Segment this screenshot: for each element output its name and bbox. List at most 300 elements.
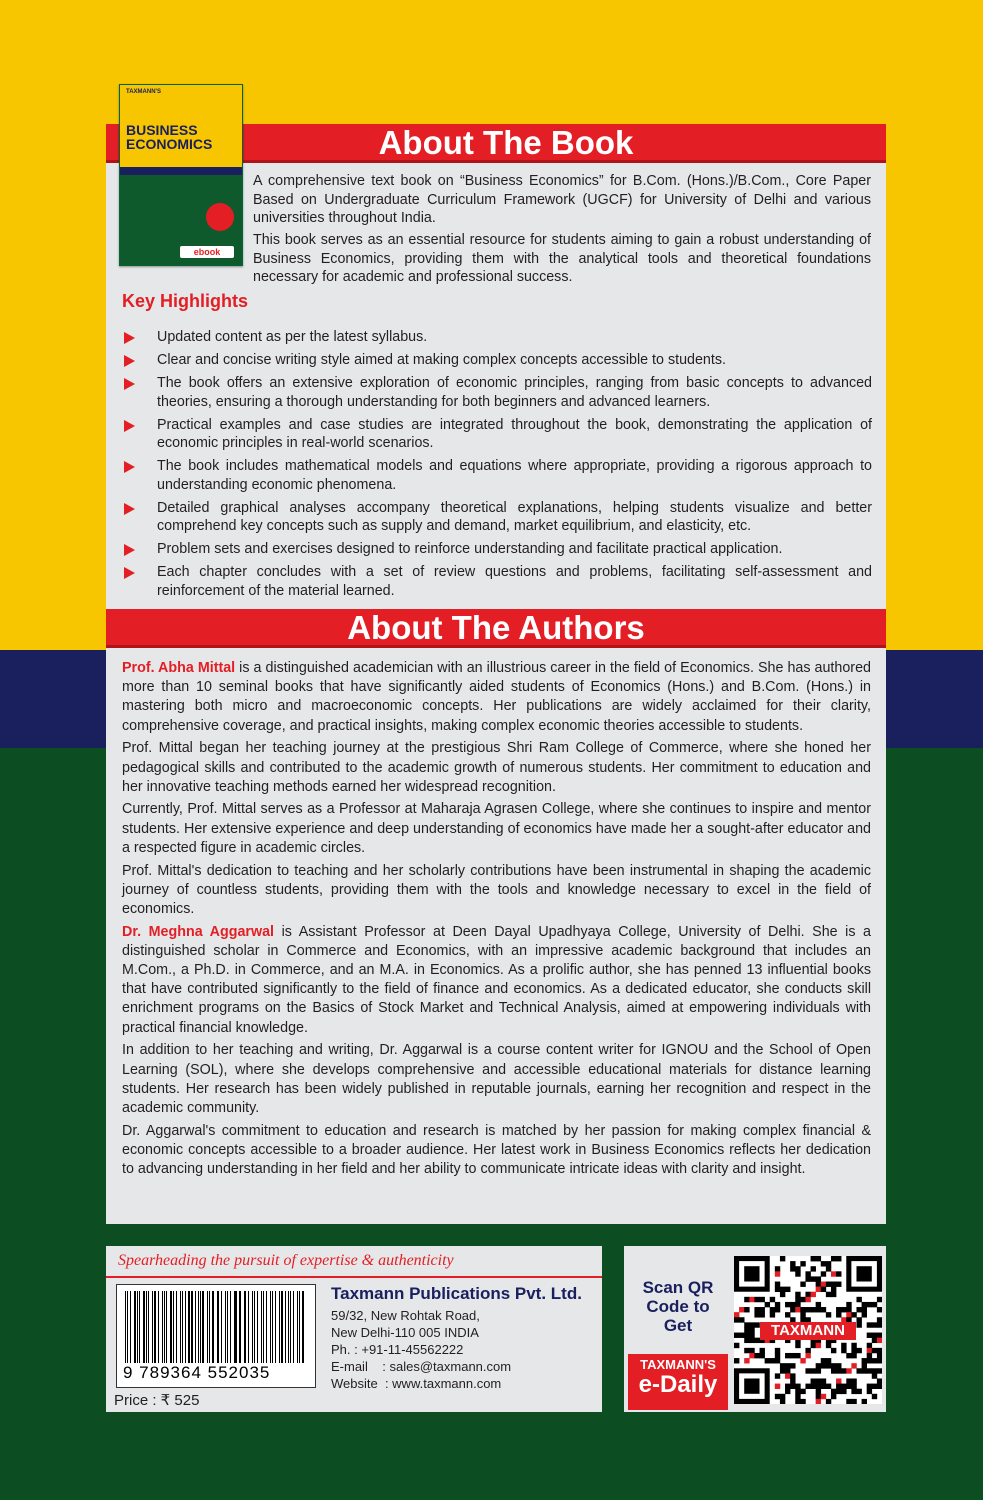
- qr-module: [816, 1363, 821, 1368]
- qr-module: [805, 1292, 810, 1297]
- barcode-bar: [217, 1291, 218, 1363]
- qr-module: [790, 1384, 795, 1389]
- list-item: Practical examples and case studies are integrated throughout the book, demonstrating the application of economic principles in real-world scenarios.: [122, 416, 872, 453]
- barcode-bar: [173, 1291, 174, 1363]
- qr-module: [836, 1282, 841, 1287]
- qr-module: [765, 1358, 770, 1363]
- barcode-bar: [248, 1291, 249, 1363]
- barcode-bar: [182, 1291, 183, 1363]
- qr-module: [872, 1333, 877, 1338]
- about-book-paragraph-1: A comprehensive text book on “Business Economics” for B.Com. (Hons.)/B.Com., Core Paper Based on Undergraduate Curriculum Framework (UGCF) for University of Delhi and various universities throughout India.: [253, 173, 871, 226]
- qr-module: [744, 1307, 749, 1312]
- qr-module: [744, 1333, 749, 1338]
- barcode-bar: [188, 1291, 189, 1363]
- qr-module: [862, 1302, 867, 1307]
- qr-module: [754, 1322, 759, 1327]
- qr-code-icon[interactable]: [734, 1256, 882, 1404]
- qr-module: [760, 1353, 765, 1358]
- qr-module: [790, 1302, 795, 1307]
- cover-brand: TAXMANN'S: [126, 89, 161, 95]
- qr-module: [805, 1368, 810, 1373]
- qr-module: [856, 1297, 861, 1302]
- bullet-triangle-icon: [124, 355, 135, 367]
- qr-module: [872, 1373, 877, 1378]
- qr-module: [826, 1266, 831, 1271]
- book-cover-thumbnail: [119, 84, 243, 266]
- barcode-bar: [143, 1291, 144, 1363]
- qr-module: [744, 1297, 749, 1302]
- qr-module: [775, 1282, 780, 1287]
- qr-module: [851, 1363, 856, 1368]
- qr-finder: [744, 1378, 759, 1393]
- isbn-barcode: [116, 1284, 316, 1388]
- barcode-bar: [235, 1291, 237, 1363]
- qr-module: [816, 1282, 821, 1287]
- qr-module: [846, 1307, 851, 1312]
- qr-module: [877, 1317, 882, 1322]
- qr-module: [749, 1348, 754, 1353]
- bullet-triangle-icon: [124, 420, 135, 432]
- barcode-bar: [212, 1291, 214, 1363]
- barcode-bar: [244, 1291, 245, 1363]
- qr-module: [877, 1297, 882, 1302]
- qr-module: [790, 1353, 795, 1358]
- qr-module: [744, 1348, 749, 1353]
- barcode-bar: [275, 1291, 276, 1363]
- publisher-address: 59/32, New Rohtak Road, New Delhi-110 005 INDIA Ph. : +91-11-45562222 E-mail : sales@taxmann.com Website : www.taxmann.com: [331, 1308, 512, 1391]
- qr-module: [831, 1363, 836, 1368]
- qr-module: [867, 1368, 872, 1373]
- barcode-bar: [261, 1291, 262, 1363]
- qr-module: [795, 1266, 800, 1271]
- qr-module: [805, 1271, 810, 1276]
- qr-module: [805, 1297, 810, 1302]
- list-item: Detailed graphical analyses accompany theoretical explanations, helping students visualize and better comprehend key concepts such as supply and demand, market equilibrium, and elasticity, etc.: [122, 499, 872, 536]
- barcode-bar: [227, 1291, 228, 1363]
- qr-module: [831, 1292, 836, 1297]
- barcode-bar: [200, 1291, 201, 1363]
- author1-paragraph-1: Prof. Abha Mittal is a distinguished academician with an illustrious career in the field of Economics. She has authored more than 10 seminal books that have significantly aided students of Economics (Hons.) and B.Com. (Hons.) in mastering both micro and macroeconomic concepts. Her publications are widely acclaimed for their clarity, comprehensive coverage, and practical insights, making complex economic theories accessible to students.: [122, 660, 871, 734]
- cover-title: BUSINESS ECONOMICS: [126, 122, 213, 152]
- qr-module: [775, 1307, 780, 1312]
- list-item: Clear and concise writing style aimed at making complex concepts accessible to students.: [122, 351, 872, 370]
- qr-module: [816, 1276, 821, 1281]
- qr-module: [770, 1358, 775, 1363]
- qr-module: [734, 1317, 739, 1322]
- barcode-bar: [225, 1291, 226, 1363]
- qr-module: [816, 1307, 821, 1312]
- qr-module: [739, 1307, 744, 1312]
- key-highlights-list: [122, 328, 872, 605]
- qr-module: [790, 1307, 795, 1312]
- qr-module: [754, 1307, 759, 1312]
- price-label: Price : ₹ 525: [114, 1392, 200, 1409]
- qr-module: [775, 1287, 780, 1292]
- qr-module: [826, 1282, 831, 1287]
- qr-module: [836, 1378, 841, 1383]
- qr-module: [780, 1394, 785, 1399]
- qr-module: [877, 1353, 882, 1358]
- qr-module: [821, 1394, 826, 1399]
- qr-module: [790, 1266, 795, 1271]
- qr-module: [760, 1297, 765, 1302]
- barcode-bar: [293, 1291, 294, 1363]
- barcode-bar: [234, 1291, 235, 1363]
- qr-module: [872, 1358, 877, 1363]
- qr-module: [856, 1322, 861, 1327]
- qr-module: [744, 1358, 749, 1363]
- key-highlights-heading: Key Highlights: [122, 291, 249, 311]
- qr-module: [754, 1312, 759, 1317]
- qr-module: [877, 1307, 882, 1312]
- qr-module: [811, 1307, 816, 1312]
- barcode-bar: [176, 1291, 177, 1363]
- barcode-bar: [130, 1291, 131, 1363]
- qr-module: [760, 1307, 765, 1312]
- qr-module: [744, 1338, 749, 1343]
- qr-module: [872, 1394, 877, 1399]
- qr-module: [816, 1343, 821, 1348]
- qr-module: [826, 1261, 831, 1266]
- qr-module: [867, 1348, 872, 1353]
- qr-module: [867, 1389, 872, 1394]
- qr-module: [851, 1312, 856, 1317]
- qr-module: [841, 1343, 846, 1348]
- qr-module: [800, 1297, 805, 1302]
- qr-module: [856, 1348, 861, 1353]
- barcode-bar: [152, 1291, 153, 1363]
- qr-module: [780, 1399, 785, 1404]
- barcode-bar: [180, 1291, 181, 1363]
- qr-module: [831, 1282, 836, 1287]
- list-item: Each chapter concludes with a set of review questions and problems, facilitating self-assessment and reinforcement of the material learned.: [122, 563, 872, 600]
- qr-module: [877, 1384, 882, 1389]
- qr-module: [841, 1389, 846, 1394]
- qr-module: [800, 1399, 805, 1404]
- qr-module: [872, 1338, 877, 1343]
- qr-module: [846, 1368, 851, 1373]
- qr-module: [749, 1297, 754, 1302]
- isbn-number: 9 789364 552035: [123, 1363, 271, 1382]
- barcode-bar: [125, 1291, 126, 1363]
- qr-module: [862, 1312, 867, 1317]
- qr-module: [867, 1358, 872, 1363]
- barcode-bar: [290, 1291, 291, 1363]
- qr-module: [795, 1297, 800, 1302]
- barcode-bar: [164, 1291, 165, 1363]
- author2-paragraph-1: Dr. Meghna Aggarwal is Assistant Professor at Deen Dayal Upadhyaya College, University of Delhi. She is a distinguished scholar in Commerce and Economics, with an impressive academic background that includes an M.Com., a Ph.D. in Commerce, and an M.A. in Economics. As a prolific author, she has penned 13 influential books that have contributed significantly to the field of finance and economics. As a dedicated educator, she conducts skill enrichment programs on the Basics of Stock Market and Technical Analysis, aimed at empowering individuals with practical financial knowledge.: [122, 923, 871, 1036]
- qr-module: [780, 1363, 785, 1368]
- barcode-bar: [202, 1291, 203, 1363]
- qr-module: [749, 1333, 754, 1338]
- bullet-triangle-icon: [124, 503, 135, 515]
- barcode-bar: [127, 1291, 128, 1363]
- barcode-bar: [299, 1291, 300, 1363]
- qr-module: [862, 1399, 867, 1404]
- barcode-bar: [148, 1291, 149, 1363]
- qr-module: [785, 1302, 790, 1307]
- qr-module: [790, 1373, 795, 1378]
- qr-module: [836, 1363, 841, 1368]
- qr-module: [790, 1378, 795, 1383]
- qr-module: [749, 1322, 754, 1327]
- barcode-bar: [252, 1291, 253, 1363]
- author2-paragraph-3: Dr. Aggarwal's commitment to education and research is matched by her passion for making complex financial & economic concepts accessible to a broader audience. Her latest work in Business Economics reflects her dedication to advancing understanding in her field and her ability to communicate intricate ideas with clarity and insight.: [122, 1122, 871, 1178]
- about-book-paragraph-2: This book serves as an essential resource for students aiming to gain a robust understanding of Business Economics, providing them with the analytical tools and theoretical foundations necessary for academic and professional success.: [253, 232, 871, 285]
- barcode-bar: [245, 1291, 246, 1363]
- author2-name: Dr. Meghna Aggarwal: [122, 923, 275, 940]
- qr-module: [836, 1384, 841, 1389]
- qr-module: [805, 1307, 810, 1312]
- qr-module: [795, 1384, 800, 1389]
- qr-module: [775, 1373, 780, 1378]
- qr-module: [877, 1348, 882, 1353]
- qr-module: [811, 1292, 816, 1297]
- qr-module: [795, 1307, 800, 1312]
- publisher-name: Taxmann Publications Pvt. Ltd.: [331, 1284, 582, 1303]
- qr-module: [862, 1368, 867, 1373]
- qr-module: [826, 1343, 831, 1348]
- qr-module: [821, 1261, 826, 1266]
- qr-module: [846, 1353, 851, 1358]
- qr-module: [836, 1256, 841, 1261]
- qr-module: [775, 1348, 780, 1353]
- qr-module: [836, 1312, 841, 1317]
- qr-module: [760, 1348, 765, 1353]
- barcode-bar: [166, 1291, 167, 1363]
- barcode-bar: [281, 1291, 283, 1363]
- qr-module: [760, 1312, 765, 1317]
- qr-module: [816, 1302, 821, 1307]
- author1-paragraph-2: Prof. Mittal began her teaching journey at the prestigious Shri Ram College of Commerce, where she honed her pedagogical skills and contributed to the academic growth of numerous students. Her commitment to education and her innovative teaching methods earned her widespread recognition.: [122, 740, 871, 795]
- qr-module: [872, 1368, 877, 1373]
- barcode-bar: [221, 1291, 222, 1363]
- qr-module: [811, 1256, 816, 1261]
- qr-module: [836, 1271, 841, 1276]
- qr-module: [734, 1312, 739, 1317]
- qr-module: [805, 1353, 810, 1358]
- qr-module: [821, 1271, 826, 1276]
- qr-module: [856, 1317, 861, 1322]
- qr-module: [811, 1276, 816, 1281]
- qr-module: [795, 1389, 800, 1394]
- barcode-bar: [230, 1291, 231, 1363]
- qr-module: [775, 1358, 780, 1363]
- qr-module: [826, 1312, 831, 1317]
- qr-module: [800, 1307, 805, 1312]
- qr-module: [785, 1368, 790, 1373]
- barcode-bar: [162, 1291, 163, 1363]
- qr-module: [867, 1302, 872, 1307]
- barcode-bar: [146, 1291, 147, 1363]
- qr-box: [624, 1246, 886, 1412]
- qr-brand-label: TAXMANN: [760, 1322, 856, 1340]
- qr-module: [841, 1368, 846, 1373]
- barcode-bar: [302, 1291, 304, 1363]
- qr-module: [821, 1282, 826, 1287]
- qr-module: [816, 1378, 821, 1383]
- list-item: Updated content as per the latest syllabus.: [122, 328, 872, 347]
- barcode-bar: [239, 1291, 240, 1363]
- qr-module: [851, 1389, 856, 1394]
- qr-module: [744, 1327, 749, 1332]
- barcode-bar: [185, 1291, 186, 1363]
- qr-module: [770, 1307, 775, 1312]
- qr-module: [765, 1302, 770, 1307]
- publisher-tagline: Spearheading the pursuit of expertise & authenticity: [118, 1252, 454, 1269]
- qr-module: [800, 1261, 805, 1266]
- qr-module: [826, 1384, 831, 1389]
- barcode-bar: [272, 1291, 273, 1363]
- qr-module: [856, 1307, 861, 1312]
- qr-module: [831, 1271, 836, 1276]
- qr-module: [877, 1338, 882, 1343]
- qr-module: [836, 1307, 841, 1312]
- qr-module: [749, 1338, 754, 1343]
- qr-module: [795, 1353, 800, 1358]
- qr-module: [775, 1271, 780, 1276]
- barcode-bar: [266, 1291, 267, 1363]
- cover-ebook-badge: ebook: [180, 246, 234, 258]
- qr-module: [785, 1287, 790, 1292]
- barcode-bar: [254, 1291, 255, 1363]
- qr-module: [805, 1276, 810, 1281]
- author1-name: Prof. Abha Mittal: [122, 660, 236, 676]
- qr-module: [739, 1317, 744, 1322]
- qr-module: [872, 1384, 877, 1389]
- qr-module: [867, 1343, 872, 1348]
- publisher-box: [106, 1246, 602, 1412]
- qr-module: [780, 1256, 785, 1261]
- qr-module: [775, 1394, 780, 1399]
- qr-module: [816, 1256, 821, 1261]
- qr-module: [811, 1384, 816, 1389]
- qr-module: [856, 1368, 861, 1373]
- qr-module: [867, 1322, 872, 1327]
- barcode-bar: [207, 1291, 208, 1363]
- barcode-bar: [139, 1291, 140, 1363]
- qr-module: [775, 1302, 780, 1307]
- qr-module: [780, 1368, 785, 1373]
- qr-module: [862, 1307, 867, 1312]
- qr-module: [785, 1353, 790, 1358]
- qr-module: [846, 1399, 851, 1404]
- qr-module: [795, 1292, 800, 1297]
- qr-module: [785, 1389, 790, 1394]
- qr-module: [821, 1378, 826, 1383]
- qr-module: [856, 1389, 861, 1394]
- qr-module: [816, 1389, 821, 1394]
- qr-module: [816, 1287, 821, 1292]
- qr-module: [805, 1384, 810, 1389]
- qr-module: [795, 1271, 800, 1276]
- qr-module: [749, 1327, 754, 1332]
- qr-module: [795, 1343, 800, 1348]
- qr-module: [775, 1353, 780, 1358]
- qr-module: [780, 1292, 785, 1297]
- list-item: The book offers an extensive exploration of economic principles, ranging from basic concepts to advanced theories, ensuring a thorough understanding for both beginners and advanced learners.: [122, 374, 872, 411]
- barcode-bar: [270, 1291, 271, 1363]
- qr-module: [831, 1394, 836, 1399]
- qr-module: [841, 1307, 846, 1312]
- qr-module: [821, 1384, 826, 1389]
- qr-module: [851, 1353, 856, 1358]
- qr-module: [851, 1343, 856, 1348]
- barcode-bar: [154, 1291, 156, 1363]
- edaily-bottom-text: e-Daily: [638, 1371, 718, 1398]
- divider: [106, 1276, 602, 1278]
- qr-module: [877, 1322, 882, 1327]
- qr-module: [846, 1312, 851, 1317]
- barcode-bar: [137, 1291, 138, 1363]
- qr-module: [877, 1368, 882, 1373]
- bullet-triangle-icon: [124, 378, 135, 390]
- qr-module: [739, 1333, 744, 1338]
- qr-module: [744, 1322, 749, 1327]
- qr-module: [826, 1399, 831, 1404]
- qr-module: [872, 1302, 877, 1307]
- list-item: Problem sets and exercises designed to reinforce understanding and facilitate practical application.: [122, 540, 872, 559]
- qr-module: [877, 1378, 882, 1383]
- qr-module: [877, 1358, 882, 1363]
- barcode-bar: [134, 1291, 136, 1363]
- barcode-bar: [158, 1291, 159, 1363]
- qr-module: [734, 1333, 739, 1338]
- cover-seal-icon: [206, 203, 234, 231]
- qr-module: [851, 1384, 856, 1389]
- barcode-bar: [218, 1291, 219, 1363]
- qr-module: [780, 1287, 785, 1292]
- bullet-triangle-icon: [124, 332, 135, 344]
- qr-module: [821, 1358, 826, 1363]
- qr-module: [821, 1363, 826, 1368]
- authors-section: [122, 659, 871, 1183]
- qr-module: [846, 1302, 851, 1307]
- qr-finder: [744, 1266, 759, 1281]
- qr-module: [851, 1399, 856, 1404]
- qr-module: [826, 1292, 831, 1297]
- barcode-bar: [195, 1291, 196, 1363]
- qr-module: [846, 1384, 851, 1389]
- qr-module: [816, 1399, 821, 1404]
- qr-module: [775, 1384, 780, 1389]
- qr-module: [795, 1302, 800, 1307]
- qr-module: [836, 1389, 841, 1394]
- barcode-bar: [297, 1291, 298, 1363]
- qr-module: [862, 1358, 867, 1363]
- qr-module: [785, 1373, 790, 1378]
- barcode-bar: [288, 1291, 289, 1363]
- qr-module: [877, 1333, 882, 1338]
- qr-module: [811, 1368, 816, 1373]
- qr-module: [811, 1343, 816, 1348]
- qr-finder: [856, 1266, 871, 1281]
- bullet-triangle-icon: [124, 544, 135, 556]
- qr-module: [805, 1348, 810, 1353]
- qr-module: [754, 1297, 759, 1302]
- qr-module: [831, 1368, 836, 1373]
- qr-module: [811, 1378, 816, 1383]
- barcode-bar: [209, 1291, 210, 1363]
- qr-module: [790, 1363, 795, 1368]
- barcode-bar: [198, 1291, 199, 1363]
- qr-module: [785, 1312, 790, 1317]
- qr-module: [749, 1353, 754, 1358]
- qr-module: [821, 1307, 826, 1312]
- qr-module: [734, 1358, 739, 1363]
- author1-paragraph-4: Prof. Mittal's dedication to teaching and her scholarly contributions have been instrumental in shaping the academic journey of countless students, providing them with the tools and knowledge necessary to excel in the field of economics.: [122, 862, 871, 917]
- barcode-bar: [191, 1291, 193, 1363]
